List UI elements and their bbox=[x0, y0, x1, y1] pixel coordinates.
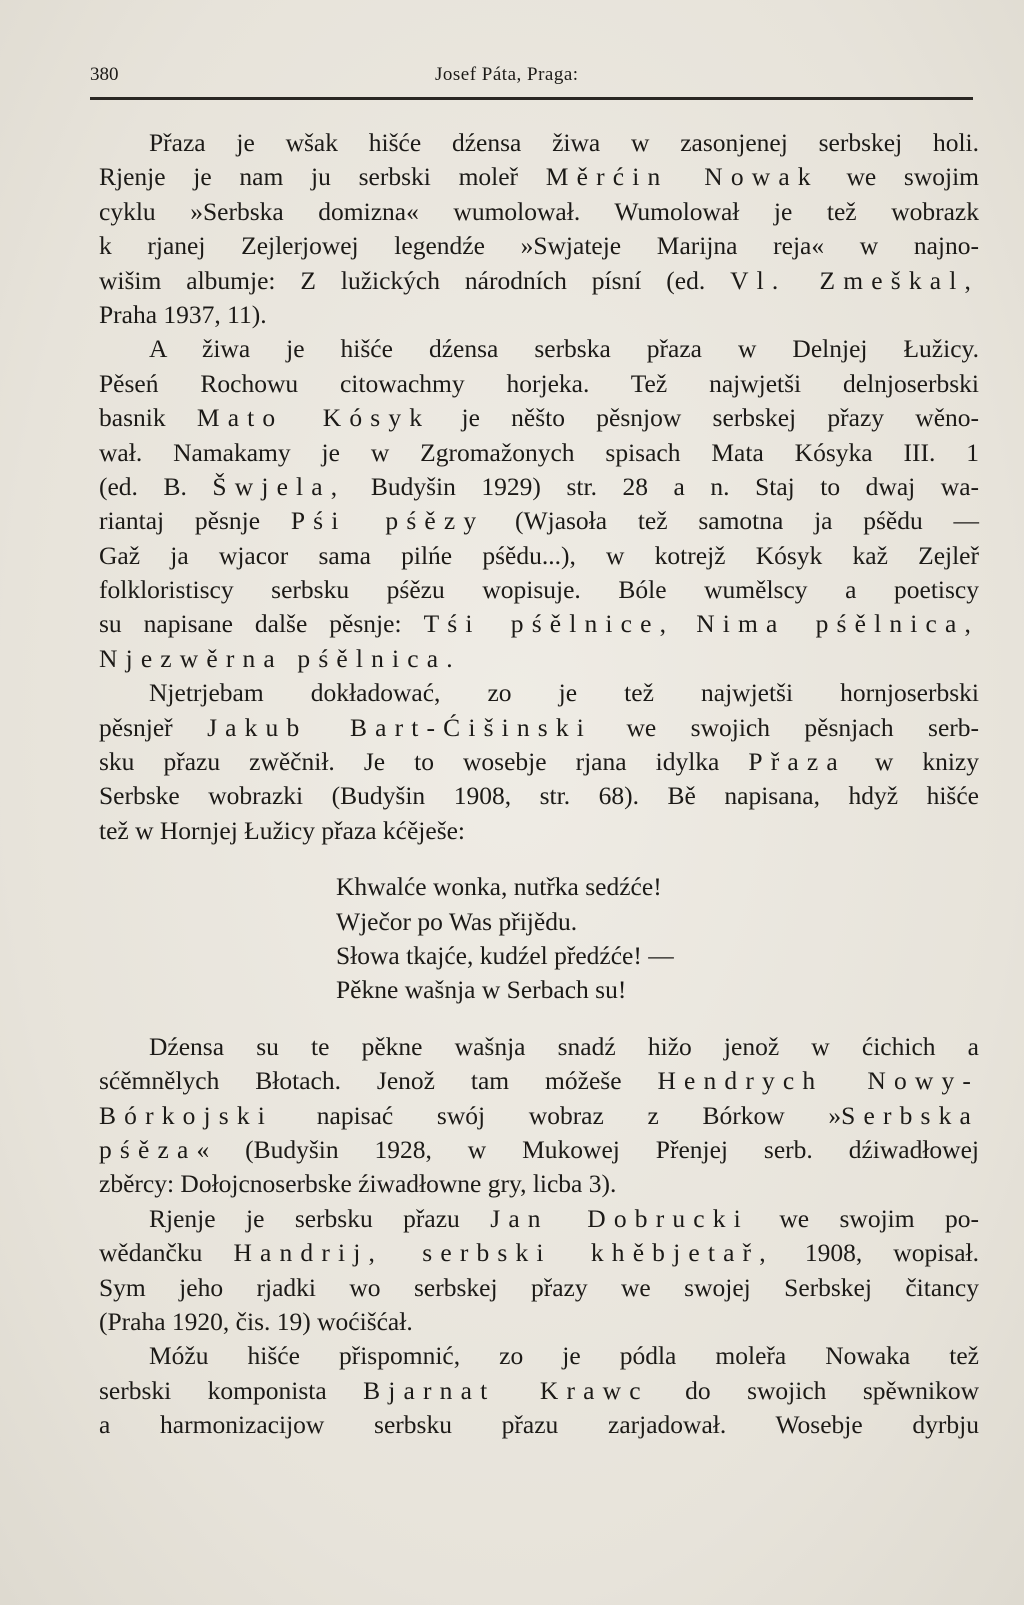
spaced-name: Mato Kósyk bbox=[196, 403, 431, 433]
spaced-name: Jan Dobrucki bbox=[490, 1203, 749, 1233]
verse-line: Wječor po Was přijědu. bbox=[336, 906, 578, 936]
text-line: basnik Mato Kósyk je něšto pěsnjow serbskej přazy wěno- bbox=[99, 403, 980, 433]
spaced-name: Šwjela, bbox=[212, 471, 346, 501]
spaced-name: Vl. Zmeškal, bbox=[730, 265, 979, 295]
spaced-name: Serbska bbox=[841, 1100, 979, 1130]
text-line: Gaž ja wjacor sama pilńe pśědu...), w kotrejž Kósyk kaž Zejleř bbox=[99, 540, 979, 570]
spaced-name: Njezwěrna pśělnica. bbox=[99, 643, 461, 673]
text-line: cyklu »Serbska domizna« wumolował. Wumolował je tež wobrazk bbox=[99, 196, 979, 226]
text-line bbox=[99, 642, 979, 676]
verse-line: Słowa tkajće, kudźel předźće! — bbox=[336, 940, 674, 970]
text-line: Móžu hišće přispomnić, zo je pódla moleřa Nowaka tež bbox=[149, 1341, 979, 1371]
verse-line: Pěkne wašnja w Serbach su! bbox=[336, 975, 627, 1005]
text-line: Serbske wobrazki (Budyšin 1908, str. 68). Bě napisana, hdyž hišće bbox=[99, 781, 979, 811]
page-number: 380 bbox=[90, 64, 119, 85]
verse-block bbox=[99, 870, 979, 1008]
spaced-name: Pśi pśězy bbox=[290, 506, 485, 536]
spaced-name: Jakub Bart-Ćišinski bbox=[207, 712, 593, 742]
text-line: Pěseń Rochowu citowachmy horjeka. Tež najwjetši delnjoserbski bbox=[99, 368, 979, 398]
text-line: k rjanej Zejlerjowej legendźe »Swjateje Marijna reja« w najno- bbox=[99, 231, 979, 261]
text-line: A žiwa je hišće dźensa serbska přaza w Delnjej Łužicy. bbox=[149, 334, 979, 364]
text-line: pśěza« (Budyšin 1928, w Mukowej Přenjej serb. dźiwadłowej bbox=[99, 1134, 979, 1164]
spaced-name: Bjarnat Krawc bbox=[363, 1375, 649, 1405]
spaced-name: Měrćin Nowak bbox=[545, 162, 819, 192]
page-header bbox=[90, 64, 973, 94]
text-line: (Praha 1920, čis. 19) wоćišćał. bbox=[99, 1306, 413, 1336]
text-line: Bórkojski napisać swój wobraz z Bórkow »Serbska bbox=[99, 1100, 979, 1130]
text-line: (ed. B. Šwjela, Budyšin 1929) str. 28 a n. Staj to dwaj wa- bbox=[99, 471, 980, 501]
paragraph bbox=[99, 126, 979, 332]
spaced-name: Handrij, serbski khěbjetař, bbox=[233, 1238, 774, 1268]
text-line: Sym jeho rjadki wo serbskej přazy we swojej Serbskej čitancy bbox=[99, 1272, 979, 1302]
text-line: Přaza je wšak hišće dźensa žiwa w zasonjenej serbskej holi. bbox=[149, 128, 979, 157]
body-text bbox=[99, 126, 979, 1442]
spaced-name: Hendrych Nowy- bbox=[657, 1066, 980, 1096]
text-line: wał. Namakamy je w Zgromažonych spisach Mata Kósyka III. 1 bbox=[99, 437, 979, 467]
spacer bbox=[99, 848, 979, 870]
text-line: Rjenje je serbsku přazu Jan Dobrucki we swojim po- bbox=[149, 1203, 980, 1233]
running-head: Josef Páta, Praga: bbox=[435, 64, 579, 85]
text-line: Dźensa su te pěkne wašnja snadź hižo jenož w ćichich a bbox=[149, 1031, 979, 1061]
spaced-name: pśěza bbox=[99, 1134, 197, 1164]
text-line: Njetrjebam dokładować, zo je tež najwjetši hornjoserbski bbox=[149, 678, 979, 708]
text-line: zběrcy: Dołojcnoserbske źiwadłowne gry, licba 3). bbox=[99, 1169, 617, 1199]
text-line: su napisane dalše pěsnje: Tśi pśělnice, Nima pśělnica, bbox=[99, 609, 980, 639]
text-line: wědančku Handrij, serbski khěbjetař, 1908, wopisał. bbox=[99, 1238, 979, 1268]
paragraph bbox=[99, 676, 979, 848]
spaced-name: Přaza bbox=[748, 747, 846, 777]
header-rule bbox=[90, 97, 973, 100]
verse-line: Khwalće wonka, nutřka sedźće! bbox=[336, 872, 662, 902]
paragraph bbox=[99, 332, 979, 676]
text-line: Rjenje je nam ju serbski moleř Měrćin Nowak we swojim bbox=[99, 162, 980, 192]
text-line: serbski komponista Bjarnat Krawc do swojich spěwnikow bbox=[99, 1375, 980, 1405]
text-line: sćěmnělych Błotach. Jenož tam móžeše Hendrych Nowy- bbox=[99, 1066, 980, 1096]
text-line: tež w Hornjej Łužicy přaza kćěješe: bbox=[99, 815, 466, 845]
text-line: sku přazu zwěčnił. Je to wosebje rjana idylka Přaza w knizy bbox=[99, 747, 980, 777]
text-line: riantaj pěsnje Pśi pśězy (Wjasoła tež samotna ja pśědu — bbox=[99, 506, 980, 536]
text-line: Praha 1937, 11). bbox=[99, 299, 267, 329]
paragraph bbox=[99, 1030, 979, 1202]
spaced-name: Bórkojski bbox=[99, 1100, 274, 1130]
spaced-name: Tśi pśělnice, bbox=[423, 609, 675, 639]
spaced-name: Nima pśělnica, bbox=[696, 609, 980, 639]
spacer bbox=[99, 1008, 979, 1030]
text-line: wišim albumje: Z lužických národních písní (ed. Vl. Zmeškal, bbox=[99, 265, 979, 295]
text-line: folkloristiscy serbsku pśězu wopisuje. Bóle wumělscy a poetiscy bbox=[99, 575, 979, 605]
text-line: pěsnjeř Jakub Bart-Ćišinski we swojich pěsnjach serb- bbox=[99, 712, 980, 742]
paragraph bbox=[99, 1339, 979, 1442]
paragraph bbox=[99, 1202, 979, 1340]
text-line: a harmonizacijow serbsku přazu zarjadował. Wosebje dyrbju bbox=[99, 1410, 979, 1440]
